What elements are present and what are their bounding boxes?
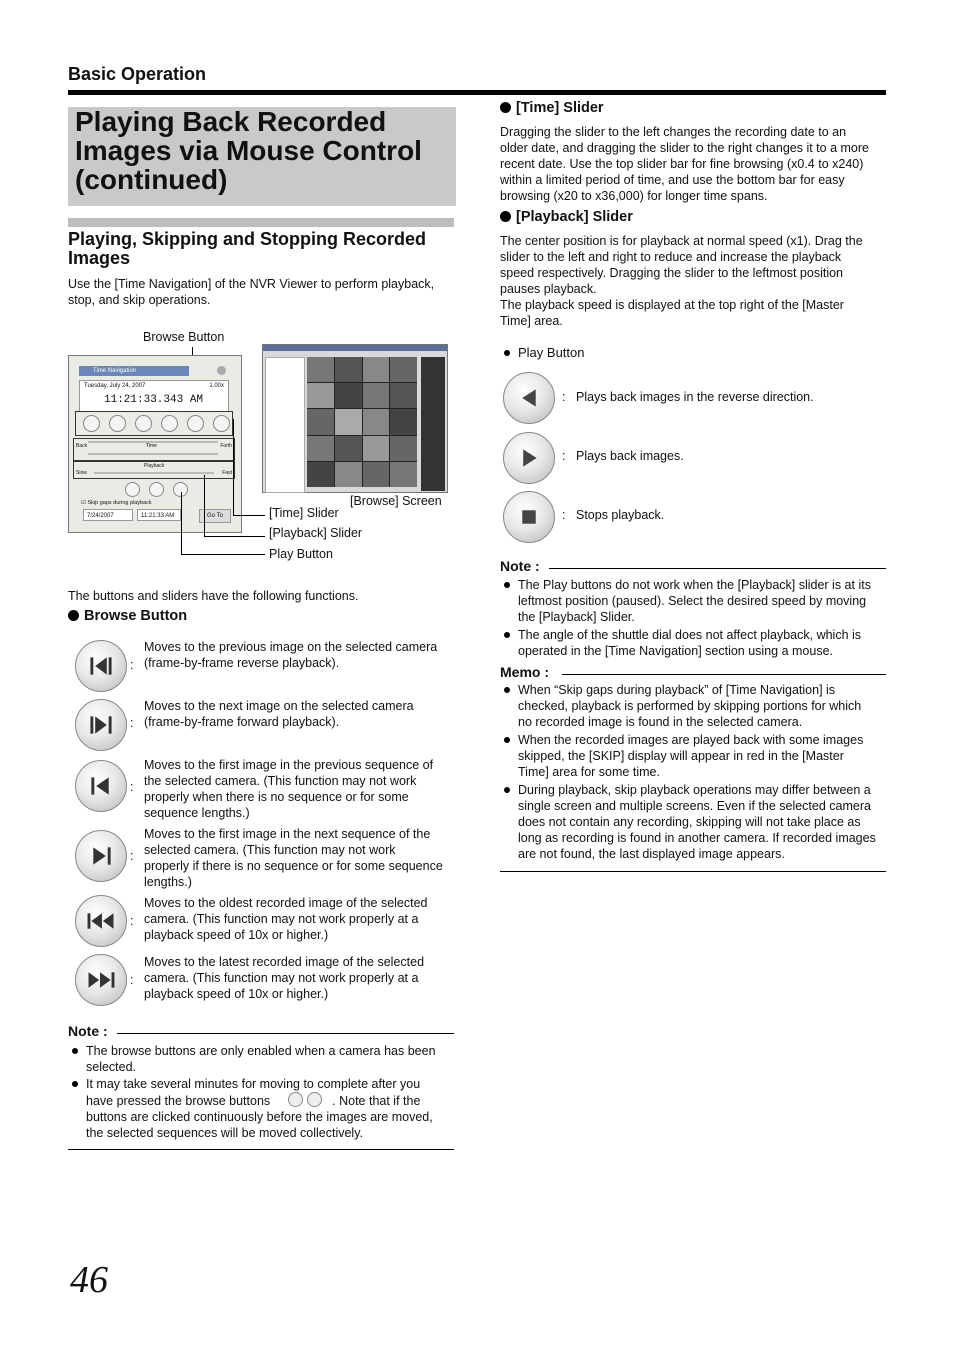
camera-tile[interactable] [307, 409, 334, 434]
leader-line [181, 492, 182, 554]
stop-desc: Stops playback. [576, 508, 665, 522]
play-buttons [125, 482, 188, 497]
note-line: buttons are clicked continuously before the images are moved, [86, 1110, 433, 1124]
page-number: 46 [70, 1259, 108, 1301]
para-line: The center position is for playback at normal speed (x1). Drag the [500, 234, 863, 248]
desc-line: sequence lengths.) [144, 806, 250, 820]
time-track [88, 441, 218, 443]
date-readout: Tuesday, July 24, 2007 [84, 383, 146, 389]
colon: : [562, 449, 566, 463]
desc-line: Moves to the oldest recorded image of the selected [144, 896, 428, 910]
intro-line-2: stop, and skip operations. [68, 293, 211, 307]
time-track-2 [88, 453, 218, 455]
next-sequence-icon [75, 830, 127, 882]
desc-line: Moves to the first image in the previous sequence of [144, 758, 434, 772]
stop-mini-button[interactable] [149, 482, 164, 497]
camera-tile[interactable] [390, 383, 417, 408]
memo-line: skipped, the [SKIP] display will appear in red in the [Master [518, 749, 844, 763]
memo-title: Memo : [500, 664, 549, 680]
time-readout [104, 394, 203, 406]
memo-item-2 [518, 732, 863, 780]
page-title [75, 107, 422, 194]
leader-line [204, 475, 205, 536]
memo-rule [562, 674, 886, 675]
note-line: the selected sequences will be moved collectively. [86, 1126, 363, 1140]
note-right-item-2 [518, 627, 861, 659]
note-line: It may take several minutes for moving to complete after you [86, 1077, 421, 1091]
browse-screen-callout: [Browse] Screen [350, 494, 442, 508]
functions-intro: The buttons and sliders have the following functions. [68, 589, 359, 603]
note-line: leftmost position (paused). Select the desired speed by moving [518, 594, 867, 608]
camera-tile[interactable] [363, 383, 390, 408]
title-box [68, 107, 456, 206]
time-slider-heading-text: [Time] Slider [516, 100, 604, 116]
memo-line: checked, playback is performed by skipping portions for which [518, 699, 862, 713]
next-frame-icon [75, 699, 127, 751]
play-button-callout: Play Button [269, 547, 333, 561]
desc-line: Moves to the latest recorded image of the selected [144, 955, 425, 969]
memo-line: During playback, skip playback operations may differ between a [518, 783, 871, 797]
reverse-play-desc: Plays back images in the reverse direction. [576, 390, 814, 404]
oldest-image-icon [75, 895, 127, 947]
para-line: older date, and dragging the slider to the right changes it to a more [500, 141, 869, 155]
play-icon [503, 432, 555, 484]
para-line: The playback speed is displayed at the top right of the [Master [500, 298, 844, 312]
browse-desc-5 [144, 895, 428, 943]
top-rule [68, 90, 886, 95]
playback-slider-label: Playback [144, 463, 165, 469]
camera-tile[interactable] [335, 383, 362, 408]
latest-image-icon [75, 954, 127, 1006]
camera-tile[interactable] [335, 357, 362, 382]
desc-line: the selected camera. (This function may not work [144, 774, 417, 788]
bullet-icon [504, 582, 510, 588]
browse-desc-3 [144, 757, 433, 821]
colon: : [130, 716, 134, 730]
note-title-left: Note : [68, 1023, 108, 1039]
desc-line: properly if there is no sequence or for some sequence [144, 859, 443, 873]
timeline-bar[interactable] [421, 357, 445, 491]
time-slider[interactable] [73, 438, 235, 461]
skip-gaps-checkbox[interactable]: ☑ Skip gaps during playback [81, 500, 152, 506]
date-field[interactable]: 7/24/2007 [83, 509, 133, 521]
title-line-2: Images via Mouse Control [75, 135, 422, 166]
para-line: browsing (x20 to x36,000) for longer time spans. [500, 189, 768, 203]
bullet-icon [68, 610, 79, 621]
memo-line: When the recorded images are played back with some images [518, 733, 864, 747]
bullet-icon [504, 350, 510, 356]
browse-titlebar [263, 345, 447, 351]
memo-line: no recorded image is found in the selected camera. [518, 715, 803, 729]
desc-line: lengths.) [144, 875, 192, 889]
memo-line: When “Skip gaps during playback” of [Time Navigation] is [518, 683, 836, 697]
note-line-with-icons [86, 1092, 433, 1109]
camera-tile[interactable] [363, 357, 390, 382]
prev-frame-icon [75, 640, 127, 692]
bullet-icon [504, 787, 510, 793]
intro-text [68, 276, 434, 308]
divider-bar [68, 218, 454, 227]
desc-line: Moves to the next image on the selected camera [144, 699, 414, 713]
memo-rule-bottom [500, 871, 886, 872]
memo-line: are not found, the last displayed image appears. [518, 847, 785, 861]
bullet-icon [500, 102, 511, 113]
desc-line: selected camera. (This function may not work [144, 843, 396, 857]
time-slider-label: Time [146, 443, 157, 449]
desc-line: Moves to the previous image on the selected camera [144, 640, 438, 654]
camera-tile[interactable] [390, 409, 417, 434]
latest-mini-button[interactable] [213, 415, 230, 432]
desc-line: (frame-by-frame reverse playback). [144, 656, 340, 670]
memo-line: Time] area for some time. [518, 765, 660, 779]
camera-tile[interactable] [307, 357, 334, 382]
prev-seq-mini-button[interactable] [109, 415, 126, 432]
leader-line [204, 536, 265, 537]
leader-line [181, 554, 265, 555]
browse-button-callout: Browse Button [143, 330, 225, 344]
camera-tile[interactable] [335, 409, 362, 434]
colon: : [562, 508, 566, 522]
time-field[interactable]: 11:21:33 AM [137, 509, 181, 521]
note-line: The Play buttons do not work when the [Playback] slider is at its [518, 578, 871, 592]
playback-slider-text [500, 233, 863, 329]
note-text: . Note that if the [332, 1094, 421, 1108]
browse-desc-1 [144, 639, 437, 671]
note-line: selected. [86, 1060, 137, 1074]
camera-tile[interactable] [390, 436, 417, 461]
memo-line: single screen and multiple screens. Even if the selected camera [518, 799, 871, 813]
ui-figure [68, 325, 458, 565]
time-slider-text [500, 124, 869, 204]
prev-sequence-icon [75, 760, 127, 812]
intro-line-1: Use the [Time Navigation] of the NVR Viewer to perform playback, [68, 277, 435, 291]
time-slider-heading [500, 100, 604, 116]
memo-item-3 [518, 782, 876, 862]
note-left-item-2 [86, 1076, 433, 1141]
time-navigation-panel [68, 355, 242, 533]
desc-line: properly when there is no sequence or for some [144, 790, 409, 804]
para-line: pauses playback. [500, 282, 597, 296]
stop-icon [503, 491, 555, 543]
go-to-button[interactable]: Go To [199, 509, 231, 523]
desc-line: playback speed of 10x or higher.) [144, 928, 329, 942]
bullet-icon [500, 211, 511, 222]
browse-desc-6 [144, 954, 424, 1002]
para-line: within a limited period of time, and use the bottom bar for easy [500, 173, 845, 187]
reverse-mini-button[interactable] [125, 482, 140, 497]
close-icon[interactable] [217, 366, 226, 375]
next-frame-icon [307, 1092, 322, 1107]
prev-frame-mini-button[interactable] [135, 415, 152, 432]
playback-slider-heading [500, 209, 633, 225]
colon: : [562, 390, 566, 404]
camera-tile[interactable] [307, 383, 334, 408]
next-seq-mini-button[interactable] [187, 415, 204, 432]
memo-item-1 [518, 682, 861, 730]
note-line: The angle of the shuttle dial does not affect playback, which is [518, 628, 862, 642]
browse-heading-text: Browse Button [84, 608, 188, 624]
desc-line: Moves to the first image in the next sequence of the [144, 827, 431, 841]
browse-buttons [83, 415, 230, 432]
camera-tile[interactable] [363, 436, 390, 461]
play-desc: Plays back images. [576, 449, 684, 463]
bullet-icon [504, 632, 510, 638]
slow-label: Slow [76, 470, 87, 476]
note-rule [117, 1033, 454, 1034]
forth-label: Forth [220, 443, 232, 449]
browse-desc-2 [144, 698, 414, 730]
reverse-play-icon [503, 372, 555, 424]
time-slider-callout: [Time] Slider [269, 506, 339, 520]
memo-line: long as recording is found in another camera. If recorded images [518, 831, 876, 845]
oldest-mini-button[interactable] [83, 415, 100, 432]
playback-slider-callout: [Playback] Slider [269, 526, 363, 540]
colon: : [130, 849, 134, 863]
note-line: The browse buttons are only enabled when a camera has been [86, 1044, 436, 1058]
browse-heading [68, 608, 187, 624]
bullet-icon [72, 1081, 78, 1087]
para-line: recent date. Use the top slider bar for fine browsing (x0.4 to x240) [500, 157, 864, 171]
speed-readout: 1.00x [209, 383, 224, 389]
next-frame-mini-button[interactable] [161, 415, 178, 432]
browse-desc-4 [144, 826, 443, 890]
memo-line: does not contain any recording, skipping will not take place as [518, 815, 861, 829]
bullet-icon [72, 1048, 78, 1054]
bullet-icon [504, 687, 510, 693]
para-line: Dragging the slider to the left changes the recording date to an [500, 125, 847, 139]
colon: : [130, 658, 134, 672]
prev-frame-icon [288, 1092, 303, 1107]
camera-tile[interactable] [335, 436, 362, 461]
title-line-3: (continued) [75, 164, 228, 195]
play-button-heading: Play Button [518, 345, 585, 360]
colon: : [130, 973, 134, 987]
note-line: operated in the [Time Navigation] section using a mouse. [518, 644, 833, 658]
camera-tree [265, 357, 305, 493]
leader-line [233, 419, 234, 515]
bullet-icon [504, 737, 510, 743]
note-line: the [Playback] Slider. [518, 610, 635, 624]
note-right-item-1 [518, 577, 871, 625]
back-label: Back [76, 443, 88, 449]
note-rule-bottom [68, 1149, 454, 1150]
para-line: speed respectively. Dragging the slider to the leftmost position [500, 266, 844, 280]
browse-screen [262, 344, 448, 493]
note-text: have pressed the browse buttons [86, 1094, 271, 1108]
title-line-1: Playing Back Recorded [75, 106, 387, 137]
desc-line: camera. (This function may not work properly at a [144, 971, 419, 985]
camera-tile[interactable] [390, 357, 417, 382]
colon: : [130, 780, 134, 794]
camera-grid [307, 357, 417, 487]
leader-line [233, 515, 265, 516]
colon: : [130, 914, 134, 928]
skip-gaps-label: Skip gaps during playback [87, 500, 152, 506]
playback-slider-heading-text: [Playback] Slider [516, 209, 633, 225]
time-navigation-titlebar [79, 366, 189, 376]
note-left-item-1 [86, 1043, 436, 1075]
section-header: Basic Operation [68, 64, 207, 84]
para-line: Time] area. [500, 314, 563, 328]
window-title: Time Navigation [93, 368, 137, 374]
camera-tile[interactable] [307, 462, 334, 487]
camera-tile[interactable] [363, 409, 390, 434]
ampm-value: AM [189, 394, 204, 406]
desc-line: camera. (This function may not work properly at a [144, 912, 419, 926]
desc-line: (frame-by-frame forward playback). [144, 715, 340, 729]
desc-line: playback speed of 10x or higher.) [144, 987, 329, 1001]
playback-slider[interactable] [73, 461, 235, 479]
camera-tile[interactable] [363, 462, 390, 487]
subheading: Playing, Skipping and Stopping Recorded Images [68, 229, 427, 268]
time-value: 11:21:33.343 [104, 394, 184, 406]
fast-label: Fast [222, 470, 232, 476]
note-rule [549, 568, 886, 569]
note-title-right: Note : [500, 558, 540, 574]
camera-tile[interactable] [335, 462, 362, 487]
camera-tile[interactable] [390, 462, 417, 487]
para-line: slider to the left and right to reduce and increase the playback [500, 250, 842, 264]
camera-tile[interactable] [307, 436, 334, 461]
master-time-display [79, 380, 229, 412]
playback-track [94, 472, 214, 474]
